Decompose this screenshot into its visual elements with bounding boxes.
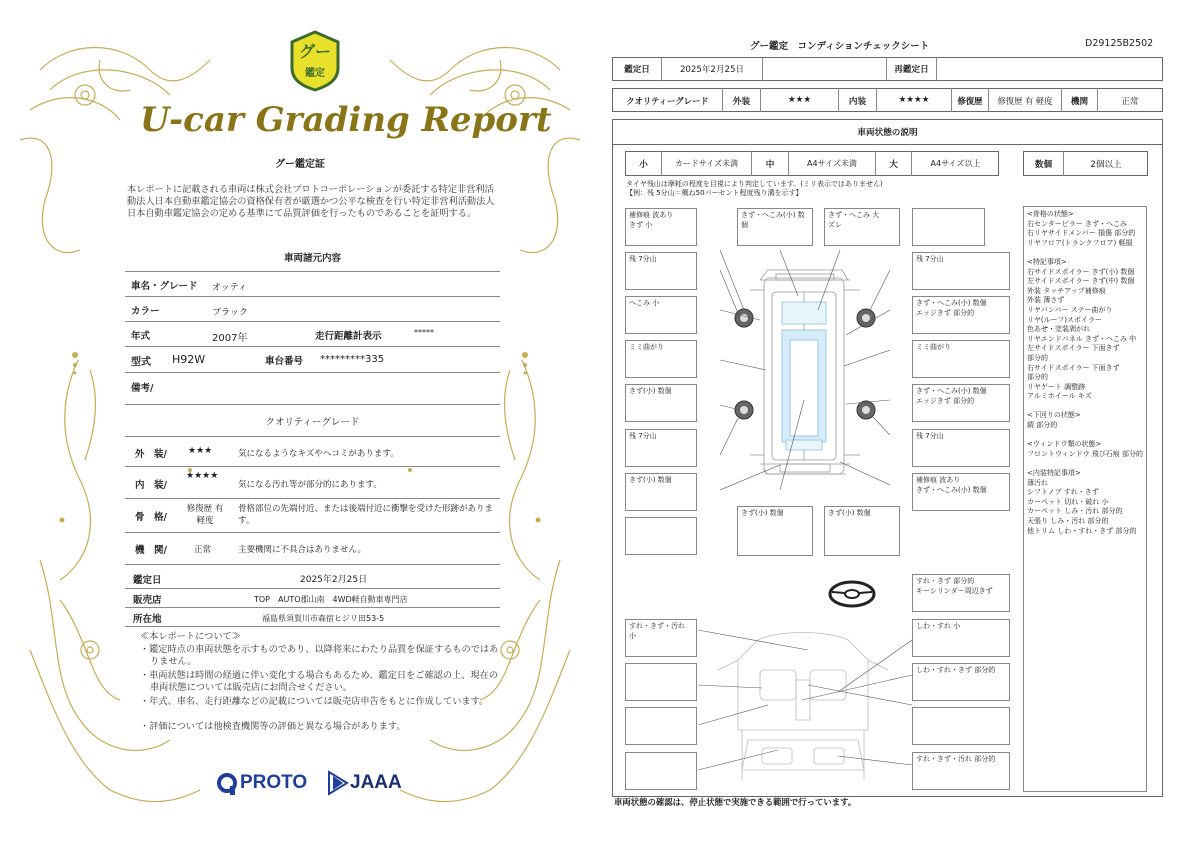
quality-interior-desc: 気になる汚れ等が部分的にあります。 <box>238 480 382 490</box>
model-value: H92W <box>172 353 206 366</box>
interior-note-box: しわ・すれ・きず 部分的 <box>912 663 1010 701</box>
proto-logo-text: PROTO <box>240 772 308 793</box>
size-large-key: 大 <box>889 160 898 170</box>
special-note-line: <骨格の状態> <box>1027 210 1074 218</box>
interior-note-box <box>912 707 1010 745</box>
special-note-line <box>1027 248 1143 258</box>
count-value: 2個以上 <box>1090 160 1122 170</box>
damage-note-box: 残 7分山 <box>912 252 1010 290</box>
damage-note-box: 残 7分山 <box>625 429 697 467</box>
special-note-line: 右サイドスポイラー 下面きず <box>1027 363 1120 372</box>
special-note-line: 左サイドスポイラー きず(中) 数個 <box>1027 277 1135 286</box>
chassis-label: 車台番号 <box>265 356 304 367</box>
interior-note-box: すれ・きず 部分的 キーシリンダー周辺きず <box>912 574 1010 612</box>
special-note-line: <内装特記事項> <box>1027 469 1081 478</box>
condition-title: 車両状態の説明 <box>857 128 918 138</box>
interior-note-box <box>625 663 697 701</box>
divider <box>886 57 887 81</box>
special-note-line: 他トリム しわ・すれ・きず 部分的 <box>1027 526 1137 535</box>
interior-label: 内装 <box>848 97 867 107</box>
note-item: ・年式、車名、走行距離などの記載については販売店申告をもとに作成しています。 <box>140 696 489 707</box>
report-script-title: U-car Grading Report <box>140 100 552 140</box>
special-note-line <box>1027 459 1143 469</box>
damage-note-box: 残 7分山 <box>625 252 697 290</box>
sheet-title: グー鑑定 コンディションチェックシート <box>750 41 930 52</box>
quality-frame-grade: 修復歴 有 軽度 <box>186 504 224 526</box>
car-interior-diagram <box>698 600 912 792</box>
special-note-line: 外装 タッチアップ補修痕 <box>1027 286 1106 295</box>
name-value: オッティ <box>212 283 248 293</box>
spec-title: 車両諸元内容 <box>283 253 341 264</box>
damage-note-box: 補修痕 波あり きず 小 <box>625 208 697 246</box>
interior-note-box <box>625 707 697 745</box>
address-value: 福島県須賀川市森宿ヒジリ田53-5 <box>262 614 385 623</box>
quality-exterior-grade: ★★★ <box>188 446 213 456</box>
quality-engine-label: 機 関/ <box>135 545 167 556</box>
divider <box>125 404 500 405</box>
special-note-line: 右センターピラー きず・へこみ <box>1027 219 1127 228</box>
damage-note-box: きず(小) 数個 <box>625 384 697 422</box>
special-note-line: リヤゲート 調整跡 <box>1027 382 1086 391</box>
special-note-line: 外装 薄さず <box>1027 296 1065 305</box>
damage-note-box: きず(小) 数個 <box>625 473 697 511</box>
special-note-line: <下回りの状態> <box>1027 411 1081 420</box>
date-value: 2025年2月25日 <box>679 65 745 75</box>
quality-interior-label: 内 装/ <box>135 480 167 491</box>
badge-text: グー <box>298 42 332 61</box>
engine-label: 機関 <box>1070 97 1089 107</box>
damage-note-box: 残 7分山 <box>912 429 1010 467</box>
quality-frame-desc: 骨格部位の先端付近、または後端付近に衝撃を受けた形跡があります。 <box>238 504 494 526</box>
note-item: ・鑑定時点の車両状態を示すものであり、以降将来にわたり品質を保証するものではありません。 <box>140 644 499 667</box>
date-value: 2025年2月25日 <box>300 575 368 585</box>
interior-value: ★★★★ <box>898 95 930 105</box>
divider <box>125 588 500 589</box>
car-top-view-diagram <box>720 250 890 490</box>
special-note-line: <ウィンドウ類の状態> <box>1027 440 1102 449</box>
count-label: 数個 <box>1034 160 1053 170</box>
exterior-label: 外装 <box>732 97 751 107</box>
size-large-value: A4サイズ以上 <box>930 159 981 168</box>
divider <box>125 321 500 322</box>
quality-label: クオリティーグレード <box>626 96 709 106</box>
special-note-line: リヤ(ルーフ)スポイラー <box>1027 315 1102 324</box>
interior-note-box: しわ・すれ 小 <box>912 619 1010 657</box>
special-note-line: 左サイドスポイラー 下面きず <box>1027 344 1120 353</box>
damage-note-box: きず(小) 数個 <box>824 506 900 556</box>
divider <box>125 466 500 467</box>
divider <box>936 57 937 81</box>
color-label: カラー <box>131 306 160 317</box>
damage-note-box: きず・へこみ(小) 数個 エッジきず 部分的 <box>912 296 1010 334</box>
notes-title: ≪本レポートについて≫ <box>140 631 241 642</box>
note-item: ・車両状態は時間の経過に伴い変化する場合もあるため、鑑定日をご確認の上、現在の車両状態については販売店にお問合せください。 <box>140 670 498 693</box>
cert-body: 本レポートに記載される車両は株式会社プロトコーポレーションが委託する特定非営利活動法人日本自動車鑑定協会の資格保有者が厳選かつ公平な検査を行い特定非営利活動法人日本自動車鑑定協会の定める基準にて品質評価を行ったものであることを証明する。 <box>127 184 495 219</box>
special-note-line: リヤバンパー ステー曲がり <box>1027 305 1113 314</box>
jaaa-logo-icon <box>327 770 349 796</box>
quality-title: クオリティーグレード <box>265 417 360 428</box>
year-value: 2007年 <box>212 333 248 344</box>
divider <box>125 372 500 373</box>
divider <box>125 436 500 437</box>
damage-note-box: へこみ 小 <box>625 296 697 334</box>
address-label: 所在地 <box>133 614 162 625</box>
mileage-label: 走行距離計表示 <box>315 331 382 342</box>
special-note-line: 色あせ・塗装剥がれ <box>1027 325 1090 334</box>
date-label: 鑑定日 <box>133 575 162 586</box>
cert-heading: グー鑑定証 <box>275 159 325 170</box>
special-note-line: <特記事項> <box>1027 257 1067 266</box>
damage-note-box: 補修痕 波あり きず・へこみ(小) 数個 <box>912 473 1010 511</box>
special-note-line: カーペット 切れ・破れ 小 <box>1027 497 1109 506</box>
special-notes-panel <box>1023 206 1147 792</box>
model-label: 型式 <box>131 357 151 368</box>
special-note-line: アルミホイール キズ <box>1027 392 1092 401</box>
size-medium-value: A4サイズ未満 <box>807 159 857 168</box>
interior-note-box: すれ・きず・汚れ 小 <box>625 619 697 657</box>
special-notes-list <box>1027 210 1143 536</box>
divider <box>125 626 500 627</box>
sheet-code: D29125B2502 <box>1085 38 1154 49</box>
damage-note-box <box>912 208 985 246</box>
damage-note-box: きず・へこみ(小) 数個 <box>737 208 813 246</box>
chassis-value: *********335 <box>320 354 385 365</box>
divider <box>125 296 500 297</box>
interior-note-box: すれ・きず・汚れ 部分的 <box>912 752 1010 790</box>
damage-note-box <box>625 517 697 555</box>
damage-note-box: きず(小) 数個 <box>737 506 813 556</box>
recheck-label: 再鑑定日 <box>894 65 929 75</box>
jaaa-logo-text: JAAA <box>350 772 402 793</box>
special-note-line <box>1027 431 1143 441</box>
size-small-key: 小 <box>639 160 648 170</box>
exterior-value: ★★★ <box>787 95 812 105</box>
size-medium-key: 中 <box>765 160 775 170</box>
damage-note-box: きず・へこみ(小) 数個 エッジきず 部分的 <box>912 384 1010 422</box>
divider <box>762 57 763 81</box>
special-note-line: シフトノブ すれ・きず <box>1027 488 1099 497</box>
divider <box>661 57 662 81</box>
special-note-line: 薄汚れ <box>1027 478 1048 487</box>
shop-value: TOP AUTO郡山南 4WD軽自動車専門店 <box>254 595 408 604</box>
divider <box>125 271 500 272</box>
special-note-line: 部分的 <box>1027 353 1048 362</box>
damage-note-box: ミミ曲がり <box>625 340 697 378</box>
shop-label: 販売店 <box>133 595 162 606</box>
color-value: ブラック <box>212 308 248 318</box>
damage-note-box: ミミ曲がり <box>912 340 1010 378</box>
special-note-line: リヤフロア(トランクフロア) 軽損 <box>1027 238 1133 247</box>
quality-engine-grade: 正常 <box>194 545 212 555</box>
special-note-line: カーペット しみ・汚れ 部分的 <box>1027 507 1123 516</box>
special-note-line: 右リヤサイドメンバー 損傷 部分的 <box>1027 229 1136 238</box>
engine-value: 正常 <box>1121 97 1139 107</box>
quality-exterior-label: 外 装/ <box>135 449 167 460</box>
damage-note-box: きず・へこみ 大 ズレ <box>824 208 900 246</box>
special-note-line: 天張り しみ・汚れ 部分的 <box>1027 517 1109 525</box>
goo-appraisal-badge-icon <box>288 30 342 92</box>
special-note-line: フロントウィンドウ 飛び石痕 部分的 <box>1027 449 1144 458</box>
condition-check-sheet <box>600 0 1200 848</box>
special-note-line: 部分的 <box>1027 373 1048 382</box>
tire-note-1: タイヤ残山は摩耗の程度を目視により判定しています。(ミリ表示ではありません) <box>626 180 883 188</box>
remarks-label: 備考/ <box>131 383 154 394</box>
divider <box>125 607 500 608</box>
tire-note-2: 【例：残 5分山＝概ね50パーセント程度残り溝を示す】 <box>626 189 803 197</box>
proto-logo-icon <box>216 772 238 796</box>
quality-exterior-desc: 気になるようなキズやヘコミがあります。 <box>238 449 399 459</box>
special-note-line: 右サイドスポイラー きず(小) 数個 <box>1027 267 1135 276</box>
repair-value: 修復歴 有 軽度 <box>997 96 1053 106</box>
size-small-value: カードサイズ未満 <box>674 159 739 168</box>
special-note-line: リヤエンドパネル きず・へこみ 中 <box>1027 334 1137 343</box>
name-label: 車名・グレード <box>131 281 198 292</box>
year-label: 年式 <box>131 331 151 342</box>
mileage-value: ***** <box>414 328 434 337</box>
divider <box>125 346 500 347</box>
divider <box>612 144 1163 145</box>
divider <box>125 498 500 499</box>
sheet-footer-note: 車両状態の確認は、停止状態で実施できる範囲で行っています。 <box>614 797 857 807</box>
divider <box>125 564 500 565</box>
date-label: 鑑定日 <box>624 65 650 75</box>
badge-sub: 鑑定 <box>305 68 325 79</box>
quality-interior-grade: ★★★★ <box>186 471 219 481</box>
quality-frame-label: 骨 格/ <box>135 512 167 523</box>
quality-engine-desc: 主要機関に不具合はありません。 <box>238 545 367 555</box>
repair-label: 修復歴 <box>957 96 983 106</box>
interior-note-box <box>625 752 697 790</box>
note-item: ・評価については他検査機関等の評価と異なる場合があります。 <box>140 721 406 732</box>
special-note-line: 錆 部分的 <box>1027 421 1058 430</box>
divider <box>125 532 500 533</box>
